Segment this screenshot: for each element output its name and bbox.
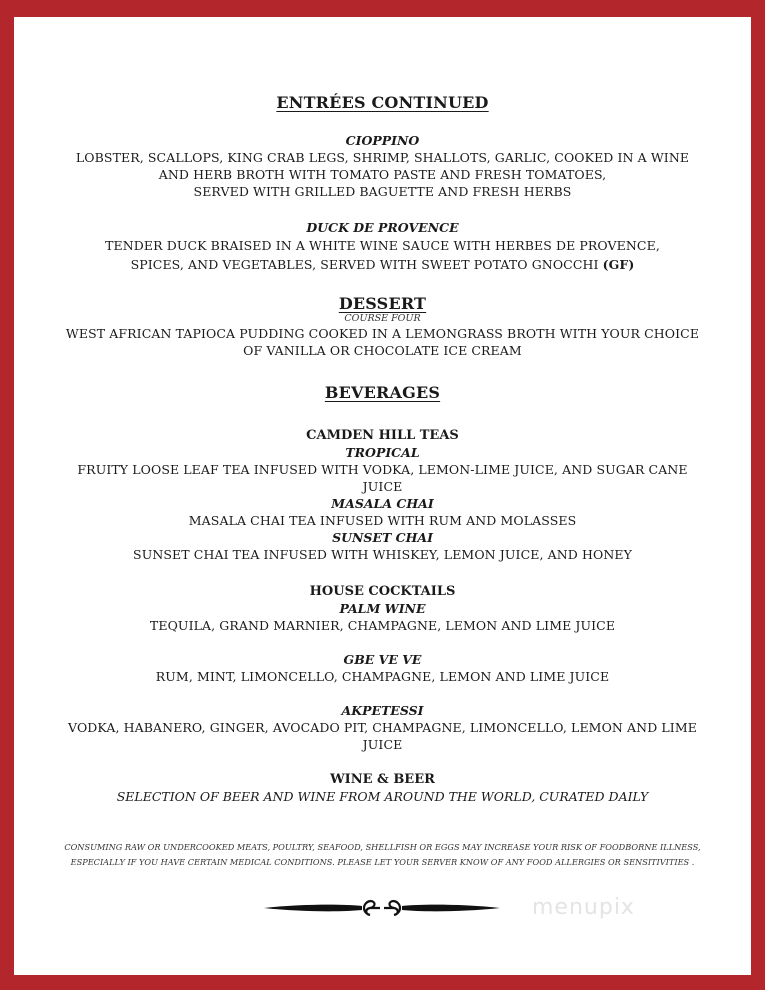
group-title: WINE & BEER bbox=[330, 772, 435, 787]
menu-item-gbe-ve-ve bbox=[14, 651, 751, 685]
dessert-section bbox=[14, 294, 751, 359]
cocktails-group bbox=[14, 583, 751, 634]
menu-page bbox=[14, 17, 751, 975]
item-desc-line: MASALA CHAI TEA INFUSED WITH RUM AND MOLASSES bbox=[188, 513, 577, 528]
teas-group bbox=[14, 427, 751, 563]
entrees-title: ENTRÉES CONTINUED bbox=[276, 93, 489, 112]
item-desc-line: TENDER DUCK BRAISED IN A WHITE WINE SAUCE WITH HERBES DE PROVENCE, bbox=[105, 238, 660, 253]
item-desc-line: AND HERB BROTH WITH TOMATO PASTE AND FRESH TOMATOES, bbox=[158, 167, 607, 182]
dessert-title: DESSERT bbox=[338, 294, 427, 313]
item-name: CIOPPINO bbox=[345, 133, 420, 148]
item-desc-line: FRUITY LOOSE LEAF TEA INFUSED WITH VODKA, LEMON-LIME JUICE, AND SUGAR CANE bbox=[77, 462, 688, 477]
wine-beer-group bbox=[14, 771, 751, 805]
item-desc-line: WEST AFRICAN TAPIOCA PUDDING COOKED IN A LEMONGRASS BROTH WITH YOUR CHOICE bbox=[65, 326, 700, 341]
item-name: SUNSET CHAI bbox=[332, 530, 433, 545]
item-desc-line: LOBSTER, SCALLOPS, KING CRAB LEGS, SHRIMP, SHALLOTS, GARLIC, COOKED IN A WINE bbox=[75, 150, 690, 165]
menu-item-akpetessi bbox=[14, 702, 751, 753]
item-name: AKPETESSI bbox=[341, 703, 424, 718]
item-desc-line: VODKA, HABANERO, GINGER, AVOCADO PIT, CHAMPAGNE, LIMONCELLO, LEMON AND LIME bbox=[68, 720, 697, 735]
item-name: GBE VE VE bbox=[343, 652, 422, 667]
item-desc-line: SERVED WITH GRILLED BAGUETTE AND FRESH HERBS bbox=[193, 184, 572, 199]
disclaimer-line: CONSUMING RAW OR UNDERCOOKED MEATS, POULTRY, SEAFOOD, SHELLFISH OR EGGS MAY INCREASE YOUR RISK OF FOODBORNE ILLNESS, bbox=[64, 842, 701, 852]
group-title: HOUSE COCKTAILS bbox=[309, 584, 456, 599]
course-note: COURSE FOUR bbox=[344, 313, 421, 324]
flourish-divider-icon bbox=[262, 893, 502, 923]
item-name: PALM WINE bbox=[339, 601, 426, 616]
item-desc-line: JUICE bbox=[362, 737, 403, 752]
gluten-free-tag: (GF) bbox=[602, 257, 635, 272]
menu-item-duck bbox=[14, 219, 751, 274]
group-title: CAMDEN HILL TEAS bbox=[306, 428, 459, 443]
item-desc-line: SUNSET CHAI TEA INFUSED WITH WHISKEY, LEMON JUICE, AND HONEY bbox=[133, 547, 632, 562]
item-desc-text: SPICES, AND VEGETABLES, SERVED WITH SWEET POTATO GNOCCHI bbox=[130, 257, 599, 272]
item-desc-line: RUM, MINT, LIMONCELLO, CHAMPAGNE, LEMON AND LIME JUICE bbox=[155, 669, 610, 684]
disclaimer bbox=[14, 840, 751, 870]
item-name: MASALA CHAI bbox=[331, 496, 434, 511]
item-desc-line: OF VANILLA OR CHOCOLATE ICE CREAM bbox=[243, 343, 522, 358]
watermark-logo: menupix bbox=[532, 895, 635, 920]
item-desc-line: TEQUILA, GRAND MARNIER, CHAMPAGNE, LEMON AND LIME JUICE bbox=[149, 618, 616, 633]
item-name: DUCK DE PROVENCE bbox=[306, 220, 459, 235]
item-desc-line bbox=[14, 255, 751, 274]
menu-item-cioppino bbox=[14, 132, 751, 200]
item-name: TROPICAL bbox=[345, 445, 420, 460]
item-desc-line: SELECTION OF BEER AND WINE FROM AROUND THE WORLD, CURATED DAILY bbox=[116, 789, 649, 804]
disclaimer-line: ESPECIALLY IF YOU HAVE CERTAIN MEDICAL CONDITIONS. PLEASE LET YOUR SERVER KNOW OF ANY FOOD ALLERGIES OR SENSITIVITIES . bbox=[70, 857, 695, 867]
item-desc-line: JUICE bbox=[362, 479, 403, 494]
beverages-title: BEVERAGES bbox=[324, 383, 441, 402]
